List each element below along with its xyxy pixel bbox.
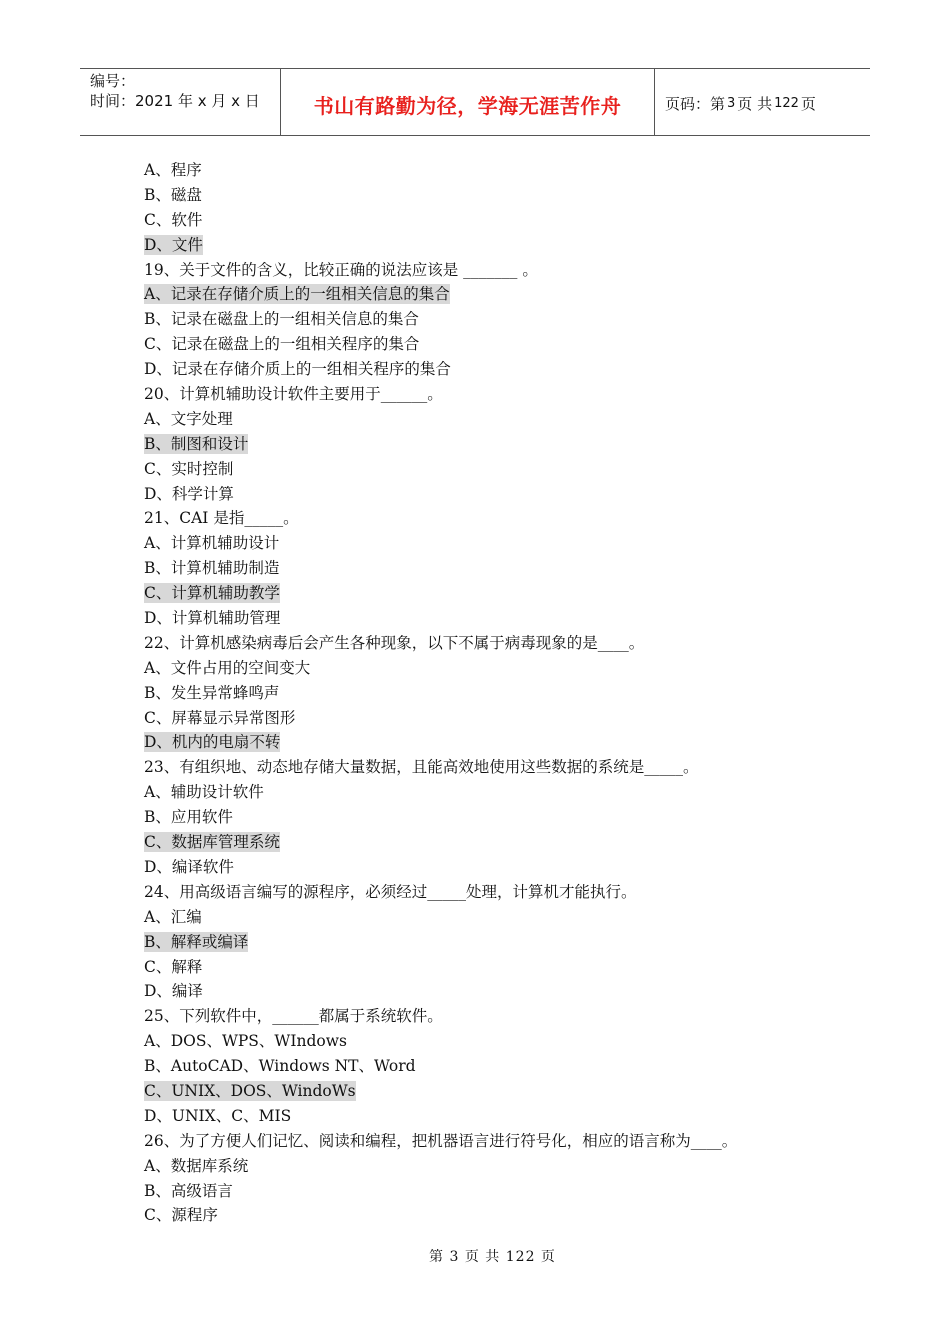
question-line: [144, 258, 844, 283]
option-line: [144, 407, 844, 432]
option-line: [144, 208, 844, 233]
answer-highlight: D、文件: [144, 235, 203, 254]
answer-highlight: C、数据库管理系统: [144, 833, 280, 852]
option-line: [144, 282, 844, 307]
question-line: [144, 1004, 844, 1029]
line-text: A、文字处理: [144, 409, 233, 428]
line-text: 19、关于文件的含义，比较正确的说法应该是 _______ 。: [144, 260, 538, 279]
question-line: [144, 755, 844, 780]
option-line: [144, 905, 844, 930]
option-line: [144, 357, 844, 382]
option-line: [144, 158, 844, 183]
answer-highlight: A、记录在存储介质上的一组相关信息的集合: [144, 285, 450, 304]
line-text: D、记录在存储介质上的一组相关程序的集合: [144, 360, 451, 379]
line-text: B、计算机辅助制造: [144, 559, 280, 578]
answer-highlight: D、机内的电扇不转: [144, 733, 281, 752]
line-text: D、编译软件: [144, 857, 234, 876]
line-text: A、计算机辅助设计: [144, 534, 280, 553]
question-line: [144, 631, 844, 656]
option-line: [144, 1203, 844, 1228]
question-line: [144, 1129, 844, 1154]
option-line: [144, 183, 844, 208]
line-text: B、发生异常蜂鸣声: [144, 683, 280, 702]
option-line: [144, 432, 844, 457]
page-mid: 页 共: [737, 94, 773, 113]
answer-highlight: B、解释或编译: [144, 932, 249, 951]
line-text: 23、有组织地、动态地存储大量数据，且能高效地使用这些数据的系统是_____。: [144, 758, 699, 777]
page-prefix: 页码：第: [665, 94, 726, 113]
line-text: D、UNIX、C、MIS: [144, 1106, 292, 1125]
header-motto-cell: [281, 69, 655, 135]
option-line: [144, 1079, 844, 1104]
option-line: [144, 979, 844, 1004]
option-line: [144, 233, 844, 258]
line-text: C、屏幕显示异常图形: [144, 708, 296, 727]
line-text: C、源程序: [144, 1206, 218, 1225]
line-text: 22、计算机感染病毒后会产生各种现象，以下不属于病毒现象的是____。: [144, 633, 645, 652]
option-line: [144, 780, 844, 805]
option-line: [144, 1179, 844, 1204]
option-line: [144, 930, 844, 955]
line-text: A、辅助设计软件: [144, 783, 264, 802]
answer-highlight: B、制图和设计: [144, 434, 249, 453]
question-line: [144, 880, 844, 905]
option-line: [144, 805, 844, 830]
option-line: [144, 830, 844, 855]
document-number-label: 编号：: [90, 72, 136, 90]
line-text: B、应用软件: [144, 808, 233, 827]
motto-text: 书山有路勤为径，学海无涯苦作舟: [313, 93, 622, 118]
footer-page-number: 第 3 页 共 122 页: [429, 1249, 556, 1265]
line-text: 25、下列软件中，______都属于系统软件。: [144, 1007, 443, 1026]
page-total: 122: [774, 95, 799, 111]
line-text: A、汇编: [144, 907, 202, 926]
option-line: [144, 1054, 844, 1079]
option-line: [144, 581, 844, 606]
option-line: [144, 730, 844, 755]
answer-highlight: C、计算机辅助教学: [144, 584, 280, 603]
line-text: D、编译: [144, 982, 203, 1001]
line-text: 20、计算机辅助设计软件主要用于______。: [144, 385, 443, 404]
page-footer: [0, 1246, 950, 1266]
option-line: [144, 482, 844, 507]
page-suffix: 页: [800, 94, 816, 113]
page-current: 3: [727, 95, 736, 111]
option-line: [144, 606, 844, 631]
option-line: [144, 1029, 844, 1054]
question-line: [144, 506, 844, 531]
option-line: [144, 457, 844, 482]
line-text: 26、为了方便人们记忆、阅读和编程，把机器语言进行符号化，相应的语言称为____。: [144, 1131, 738, 1150]
header-meta: [80, 69, 281, 135]
line-text: B、AutoCAD、Windows NT、Word: [144, 1057, 416, 1076]
line-text: A、DOS、WPS、WIndows: [144, 1032, 347, 1051]
line-text: B、记录在磁盘上的一组相关信息的集合: [144, 310, 419, 329]
option-line: [144, 556, 844, 581]
page-header: [80, 68, 870, 136]
question-list: [144, 158, 844, 1228]
line-text: A、程序: [144, 161, 202, 179]
document-date: 时间：2021 年 x 月 x 日: [90, 92, 260, 110]
option-line: [144, 1104, 844, 1129]
line-text: 24、用高级语言编写的源程序，必须经过_____处理，计算机才能执行。: [144, 882, 637, 901]
answer-highlight: C、UNIX、DOS、WindoWs: [144, 1081, 356, 1100]
line-text: B、磁盘: [144, 185, 202, 204]
option-line: [144, 656, 844, 681]
option-line: [144, 706, 844, 731]
line-text: A、文件占用的空间变大: [144, 658, 311, 677]
option-line: [144, 955, 844, 980]
line-text: C、记录在磁盘上的一组相关程序的集合: [144, 335, 420, 354]
option-line: [144, 681, 844, 706]
option-line: [144, 332, 844, 357]
option-line: [144, 307, 844, 332]
line-text: B、高级语言: [144, 1181, 233, 1200]
line-text: C、软件: [144, 210, 203, 229]
line-text: C、解释: [144, 957, 203, 976]
line-text: D、计算机辅助管理: [144, 609, 281, 628]
line-text: 21、CAI 是指_____。: [144, 509, 299, 528]
header-page-info: [655, 69, 870, 135]
option-line: [144, 1154, 844, 1179]
line-text: C、实时控制: [144, 459, 234, 478]
line-text: A、数据库系统: [144, 1156, 249, 1175]
line-text: D、科学计算: [144, 484, 234, 503]
option-line: [144, 855, 844, 880]
option-line: [144, 531, 844, 556]
question-line: [144, 382, 844, 407]
